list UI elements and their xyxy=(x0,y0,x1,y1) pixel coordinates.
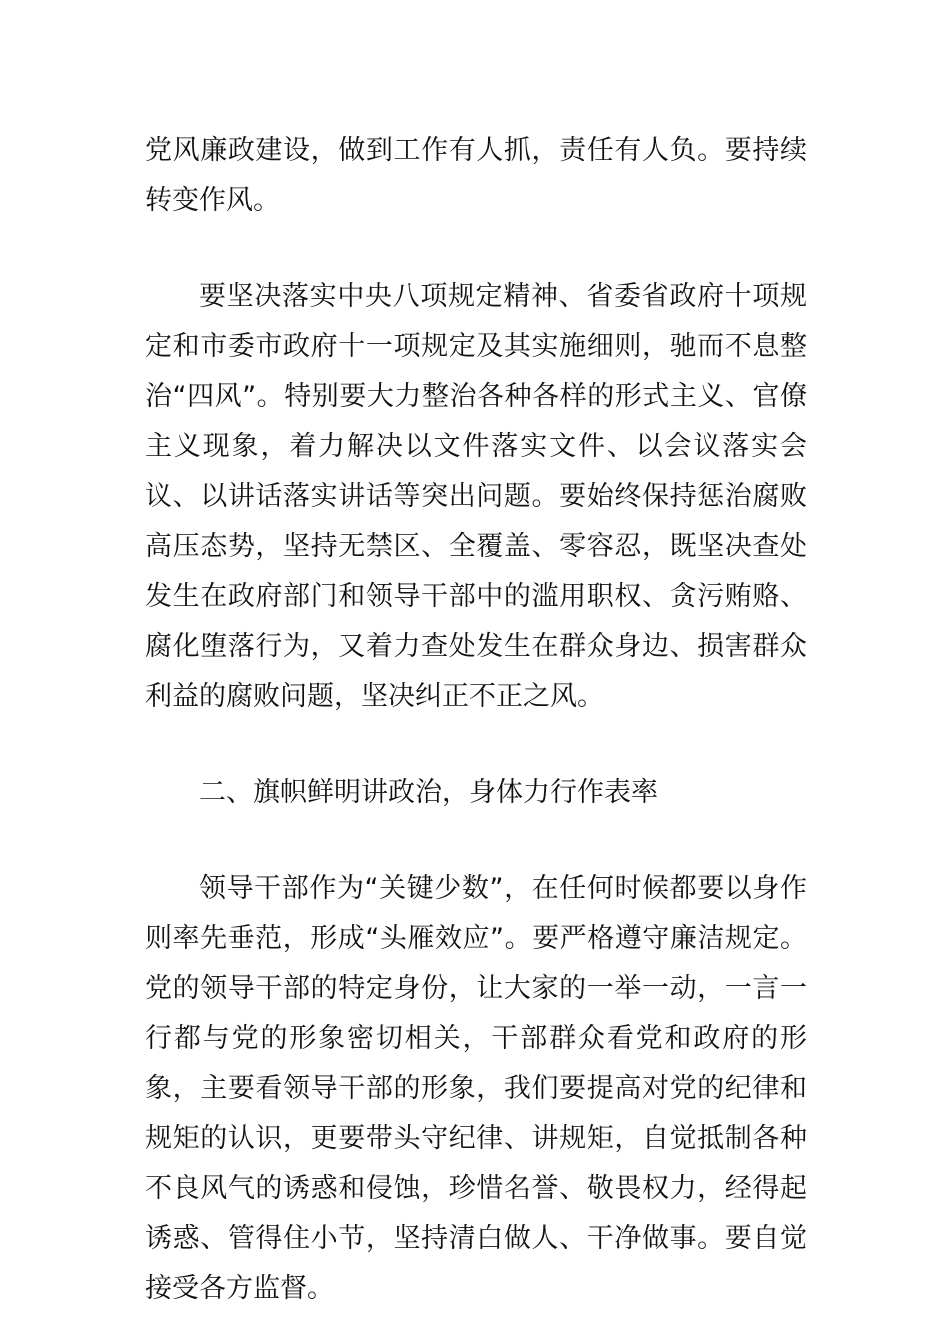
paragraph-style-rectification: 要坚决落实中央八项规定精神、省委省政府十项规定和市委市政府十一项规定及其实施细则，驰而不息整治“四风”。特别要大力整治各种各样的形式主义、官僚主义现象，着力解决以文件落实文件、以会议落实会议、以讲话落实讲话等突出问题。要始终保持惩治腐败高压态势，坚持无禁区、全覆盖、零容忍，既坚决查处发生在政府部门和领导干部中的滥用职权、贪污贿赂、腐化堕落行为，又着力查处发生在群众身边、损害群众利益的腐败问题，坚决纠正不正之风。 xyxy=(145,281,807,712)
document-body xyxy=(145,126,807,1314)
paragraph-continuation: 党风廉政建设，做到工作有人抓，责任有人负。要持续转变作风。 xyxy=(145,135,807,216)
section-heading: 二、旗帜鲜明讲政治，身体力行作表率 xyxy=(199,777,658,808)
paragraph-leading-cadres: 领导干部作为“关键少数”，在任何时候都要以身作则率先垂范，形成“头雁效应”。要严格遵守廉洁规定。党的领导干部的特定身份，让大家的一举一动，一言一行都与党的形象密切相关，干部群众看党和政府的形象，主要看领导干部的形象，我们要提高对党的纪律和规矩的认识，更要带头守纪律、讲规矩，自觉抵制各种不良风气的诱惑和侵蚀，珍惜名誉、敬畏权力，经得起诱惑、管得住小节，坚持清白做人、干净做事。要自觉接受各方监督。 xyxy=(145,873,807,1304)
